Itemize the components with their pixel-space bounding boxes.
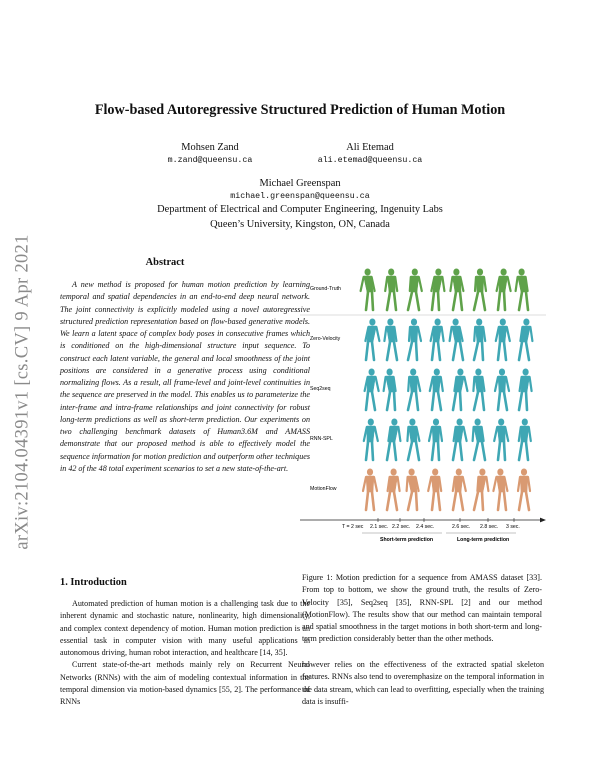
pose-figure: [385, 269, 397, 310]
author-email-1[interactable]: m.zand@queensu.ca: [167, 156, 253, 165]
pose-figure: [363, 469, 377, 510]
abstract-paragraph: A new method is proposed for human motion prediction by learning temporal and spatial dependencies in an end-to-end deep neural network. The joint connectivity is explicitly modeled using a novel autoregressive structured prediction representation based on flow-based generative models. We learn a latent space of complex body poses in consecutive frames which is conditioned on the high-dimensional structure input sequence. To construct each latent variable, the general and local smoothness of the joint positions are considered in a generative process using conditional normalizing flows. As a result, all frame-level and joint-level continuities in the sequence are preserved in the model. This enables us to parameterize the inter-frame and intra-frame relationships and joint connectivity for robust long-term predictions as well as short-term prediction. Our experiments on two challenging benchmark datasets of Human3.6M and AMASS demonstrate that our proposed method is able to effectively model the sequence information for motion prediction and outperform other techniques in 42 of the 48 total experiment scenarios to set a new state-of-the-art.: [60, 280, 310, 473]
timeline-start-label: T = 2 sec: [342, 524, 364, 530]
pose-figure: [519, 319, 532, 360]
row-label-1: Zero-Velocity: [310, 336, 341, 342]
pose-figure: [453, 469, 466, 510]
timeline-tick-label: 2.4 sec.: [416, 524, 435, 530]
pose-figure: [474, 469, 488, 510]
pose-figure: [407, 469, 419, 510]
row-label-2: Seq2seq: [310, 386, 331, 392]
arxiv-id-text: arXiv:2104.04391v1 [cs.CV] 9 Apr 2021: [12, 234, 33, 550]
intro-left-column: [60, 598, 310, 708]
pose-figure: [519, 369, 532, 410]
pose-figure: [408, 369, 420, 410]
pose-figure: [473, 369, 484, 410]
pose-figure: [408, 269, 422, 310]
row-label-4: MotionFlow: [310, 486, 337, 492]
pose-figure: [384, 369, 396, 410]
pose-figure: [453, 419, 467, 460]
pose-figure: [428, 469, 441, 510]
pose-figure: [474, 319, 485, 360]
short-term-label: Short-term prediction: [380, 537, 434, 543]
affiliation-line-2: Queen’s University, Kingston, ON, Canada: [210, 219, 390, 230]
abstract-heading: Abstract: [145, 257, 185, 268]
pose-figure: [453, 369, 467, 410]
author-email-2[interactable]: ali.etemad@queensu.ca: [317, 156, 423, 165]
affiliation-line-1: Department of Electrical and Computer Engineering, Ingenuity Labs: [157, 204, 443, 215]
author-email-3[interactable]: michael.greenspan@queensu.ca: [230, 192, 370, 201]
motion-figure-svg: [300, 262, 546, 558]
abstract-body: [60, 279, 310, 475]
pose-figure: [450, 269, 463, 310]
pose-figure: [387, 419, 400, 460]
pose-figure: [496, 319, 510, 360]
pose-figure: [384, 319, 397, 360]
figure-1: [300, 262, 546, 558]
row-label-0: Ground-Truth: [310, 286, 341, 292]
pose-figure: [474, 269, 486, 310]
row-label-3: RNN-SPL: [310, 436, 333, 442]
intro-paragraph-1: Automated prediction of human motion is a challenging task due to the inherent dynamic and stochastic nature, nonlinearity, high dimensionality, and complex context dependency of motion. Human motion prediction is an essential task in computer vision with many useful applications in autonomous driving, human robot interaction, and healthcare [14, 35].: [60, 599, 310, 657]
author-name-1: Mohsen Zand: [181, 142, 239, 153]
long-term-label: Long-term prediction: [457, 537, 510, 543]
pose-figure: [361, 269, 375, 310]
pose-figure: [519, 419, 531, 460]
pose-figure: [494, 419, 508, 460]
intro-paragraph-2: Current state-of-the-art methods mainly rely on Recurrent Neural Networks (RNNs) with the aim of modeling contextual information in the temporal dimension via motion-based dynamics [55, 2]. The performance of RNNs: [60, 660, 310, 706]
author-name-2: Ali Etemad: [346, 142, 394, 153]
pose-figure: [497, 269, 511, 310]
pose-figure: [430, 369, 443, 410]
pose-figure: [429, 419, 442, 460]
pose-figure: [365, 369, 379, 410]
pose-figure: [495, 369, 509, 410]
timeline-tick-label: 3 sec.: [506, 524, 520, 530]
pose-figure: [518, 469, 530, 510]
intro-right-paragraph: however relies on the effectiveness of the extracted spatial skeleton features. RNNs also tend to overemphasize on the temporal information in the data stream, which can lead to overfitting, especially when the training data is insuffi-: [302, 660, 544, 706]
arxiv-identifier: [8, 222, 38, 562]
pose-figure: [387, 469, 400, 510]
intro-right-column: [302, 659, 544, 708]
timeline-tick-label: 2.1 sec.: [370, 524, 389, 530]
author-name-3: Michael Greenspan: [259, 178, 341, 189]
paper-title: Flow-based Autoregressive Structured Prediction of Human Motion: [94, 102, 506, 118]
pose-figure: [516, 269, 528, 310]
pose-figure: [431, 319, 444, 360]
pose-figure: [407, 419, 419, 460]
timeline-tick-label: 2.6 sec.: [452, 524, 471, 530]
pose-figure: [493, 469, 507, 510]
pose-figure: [473, 419, 485, 460]
pose-figure: [450, 319, 463, 360]
pose-figure: [431, 269, 444, 310]
pose-figure: [364, 419, 378, 460]
timeline-arrow: [540, 518, 546, 523]
pose-figure: [408, 319, 421, 360]
timeline-tick-label: 2.8 sec.: [480, 524, 499, 530]
intro-heading: 1. Introduction: [60, 577, 127, 588]
figure-1-caption: Figure 1: Motion prediction for a sequence from AMASS dataset [33]. From top to bottom, we show the ground truth, the results of Zero-Velocity [35], Seq2seq [35], RNN-SPL [2] and our method (MotionFlow). The results show that our method can maintain temporal and spatial smoothness in the target motions in both short-term and long-term prediction considerably better than the other methods.: [302, 573, 542, 644]
timeline-tick-label: 2.2 sec.: [392, 524, 411, 530]
pose-figure: [365, 319, 379, 360]
